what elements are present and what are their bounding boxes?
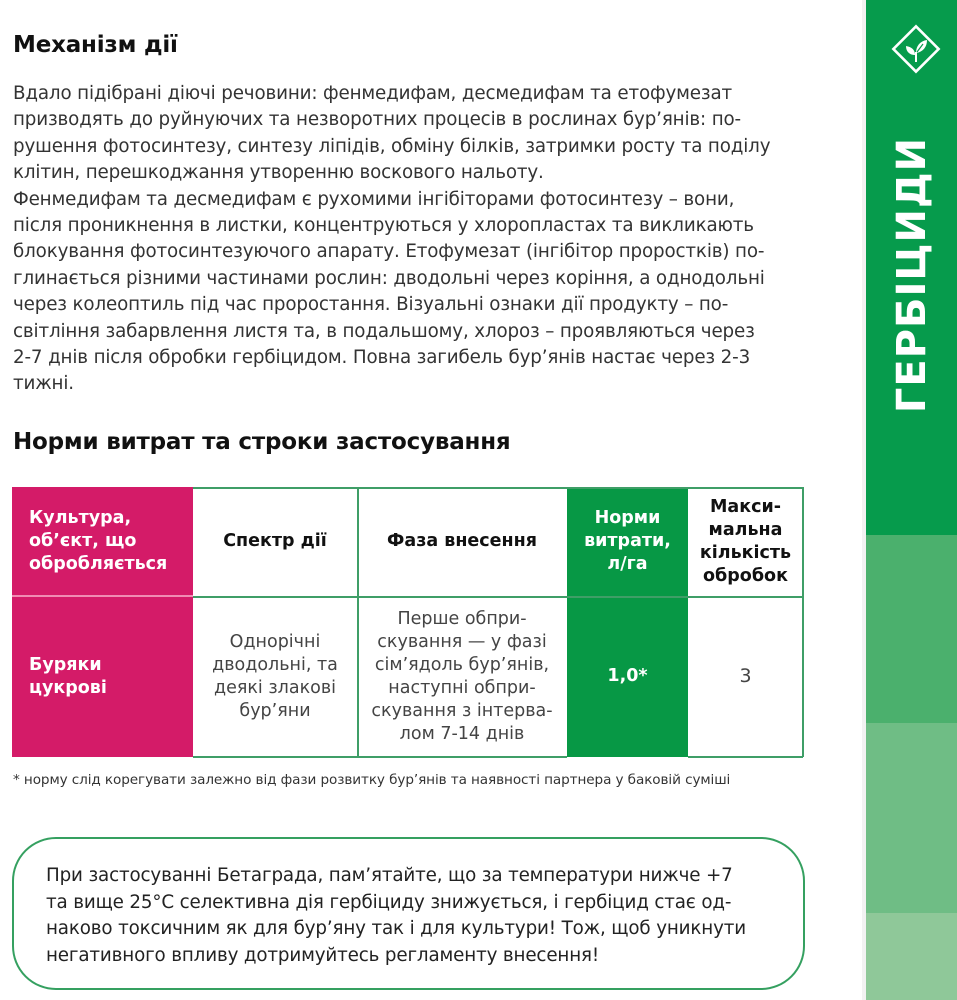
text-line: клітин, перешкоджання утворенню воскового нальоту. [13,162,544,184]
cell-text: Перше обпри- [397,608,527,629]
notice-box [12,837,805,990]
cell-text: наступні обпри- [388,677,536,698]
header-text: Макси- [710,496,781,517]
header-text: л/га [607,554,648,574]
text-line: блокування фотосинтезуючого апарату. Етофумезат (інгібітор проростків) по- [13,241,765,263]
norms-title: Норми витрат та строки застосування [13,429,511,455]
cell-text: бур’яни [239,700,311,721]
notice-line: та вище 25°C селективна дія гербіциду знижується, і гербіцид стає од- [46,891,732,913]
cell-text: дводольні, та [212,654,338,675]
norms-table [12,487,803,757]
header-text: витрати, [584,531,671,551]
cell-spectrum [193,596,357,757]
text-line: світління забарвлення листя та, в подальшому, хлороз – проявляються через [13,320,755,342]
cell-rate [567,596,688,757]
sidebar-stripe [866,535,957,723]
header-text: обробляється [29,554,168,574]
header-rate [567,487,688,596]
header-max-treatments [688,487,803,596]
table-border-vertical [357,487,359,757]
table-border-right [802,487,804,757]
header-text: обробок [703,565,788,586]
header-text: Культура, [29,508,132,528]
notice-line: негативного впливу дотримуйтесь регламенту внесення! [46,944,600,966]
table-border-bottom [688,756,803,758]
mechanism-title: Механізм дії [13,32,178,58]
header-text: Норми [594,508,661,528]
text-line: після проникнення в листки, концентруються у хлоропластах та викликають [13,215,754,237]
table-border-mid [193,596,803,598]
leaf-sprout-diamond-icon [889,22,943,76]
mechanism-text [13,81,833,398]
cell-text: скування — у фазі [377,631,547,652]
header-text: Спектр дії [223,531,327,551]
text-line: рушення фотосинтезу, синтезу ліпідів, обміну білків, затримки росту та поділу [13,135,771,157]
notice-line: наково токсичним як для бур’яну так і для культури! Тож, щоб уникнути [46,918,746,939]
text-line: 2-7 днів після обробки гербіцидом. Повна загибель бур’янів настає через 2-3 [13,347,751,369]
header-text: об’єкт, що [29,531,137,551]
text-line: через колеоптиль під час проростання. Візуальні ознаки дії продукту – по- [13,294,729,316]
cell-text: 1,0* [607,666,648,686]
text-line: Вдало підібрані діючі речовини: фенмедифам, десмедифам та етофумезат [13,83,733,104]
cell-text: деякі злакові [213,677,337,698]
cell-text: Буряки [29,654,102,675]
cell-text: сім’ядоль бур’янів, [374,654,550,675]
cell-text: Однорічні [229,631,321,652]
sidebar-stripe [866,723,957,913]
cell-text: 3 [739,665,752,687]
notice-line: При застосуванні Бетаграда, пам’ятайте, що за температури нижче +7 [46,865,733,886]
text-line: призводять до руйнуючих та незворотних процесів в рослинах бур’янів: по- [13,109,741,131]
table-border-bottom [193,756,567,758]
header-phase [357,487,567,596]
cell-text: цукрові [29,677,107,698]
header-text: Фаза внесення [387,531,537,551]
category-label: ГЕРБІЦИДИ [889,136,935,414]
cell-text: лом 7-14 днів [399,723,525,744]
header-spectrum [193,487,357,596]
text-line: глинається різними частинами рослин: дводольні через коріння, а однодольні [13,267,765,289]
table-border-top [193,487,803,489]
cell-text: скування з інтерва- [371,700,553,721]
magenta-separator [12,595,193,597]
header-crop [12,487,193,596]
header-text: кількість [699,542,792,563]
header-text: мальна [708,519,783,540]
cell-max-treatments [688,596,803,757]
sidebar-stripe [866,913,957,1000]
cell-phase [357,596,567,757]
text-line: Фенмедифам та десмедифам є рухомими інгібіторами фотосинтезу – вони, [13,188,735,210]
text-line: тижні. [13,373,74,395]
cell-crop [12,596,193,757]
footnote: * норму слід корегувати залежно від фази розвитку бур’янів та наявності партнера у баковій суміші [13,772,731,788]
